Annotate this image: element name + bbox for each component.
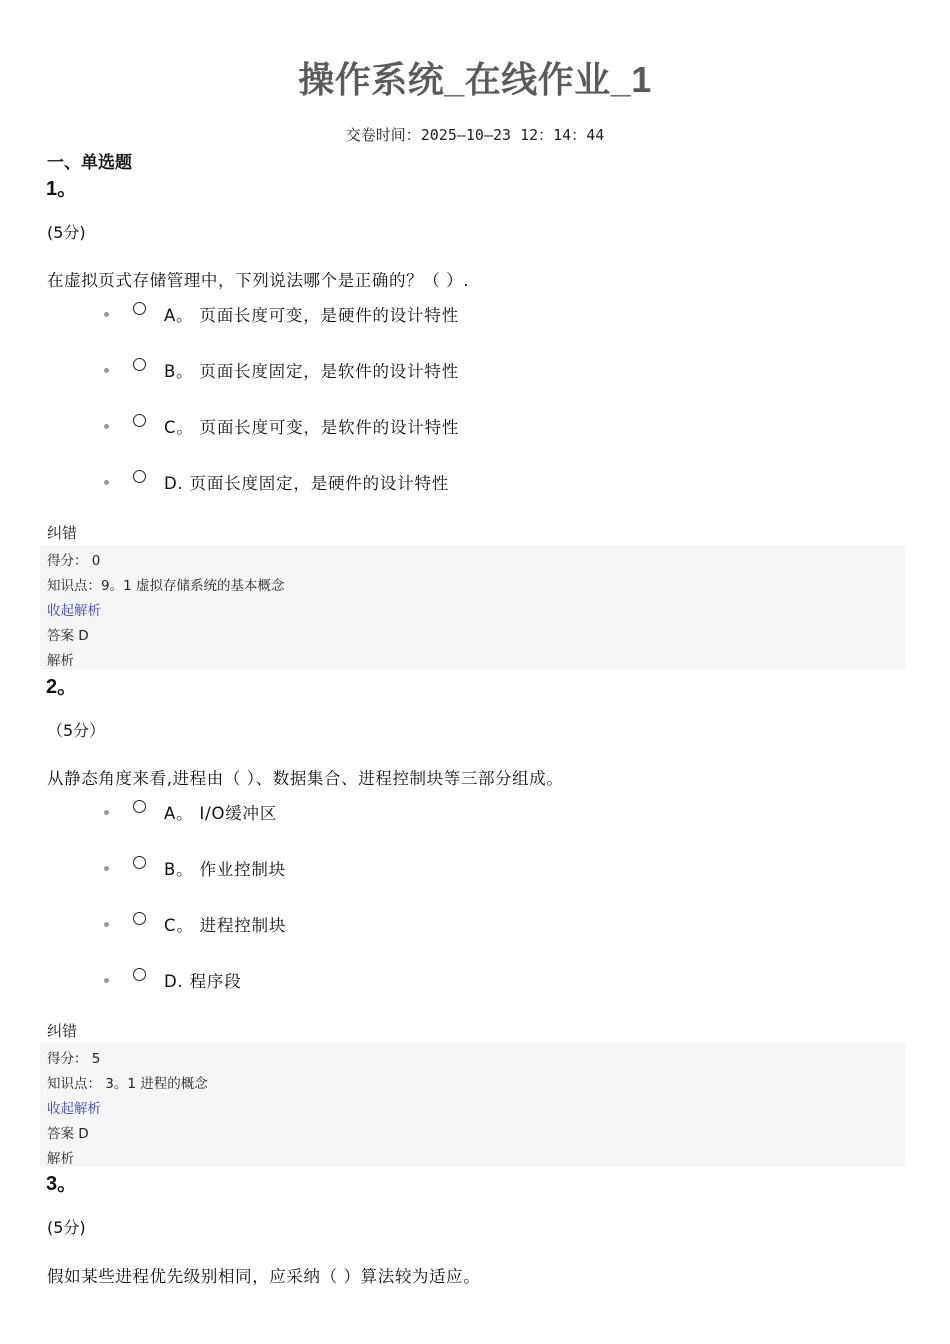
report-error-link[interactable]: 纠错 — [47, 1022, 78, 1040]
radio-button[interactable] — [133, 414, 146, 427]
section-heading: 一、单选题 — [47, 153, 132, 173]
radio-button[interactable] — [133, 470, 146, 483]
bullet-icon — [104, 424, 109, 429]
radio-button[interactable] — [133, 912, 146, 925]
submit-time: 交卷时间：2025—10—23 12：14：44 — [345, 126, 605, 144]
question-text: 在虚拟页式存储管理中，下列说法哪个是正确的？（ ）. — [47, 271, 470, 290]
radio-button[interactable] — [133, 856, 146, 869]
option-label: D. 程序段 — [164, 972, 242, 991]
radio-button[interactable] — [133, 302, 146, 315]
collapse-analysis-link[interactable]: 收起解析 — [47, 1101, 101, 1117]
option-label: C。 进程控制块 — [164, 916, 287, 935]
analysis-panel — [40, 545, 905, 669]
page-title: 操作系统_在线作业_1 — [298, 59, 652, 100]
question-number: 3。 — [46, 1173, 78, 1195]
bullet-icon — [104, 922, 109, 927]
collapse-analysis-link[interactable]: 收起解析 — [47, 603, 101, 619]
option-label: A。 页面长度可变，是硬件的设计特性 — [164, 306, 459, 325]
answer-text: 答案 D — [47, 628, 89, 644]
question-number: 1。 — [46, 178, 78, 200]
score-result: 得分： 5 — [47, 1051, 101, 1067]
bullet-icon — [104, 866, 109, 871]
answer-text: 答案 D — [47, 1126, 89, 1142]
option-label: C。 页面长度可变，是软件的设计特性 — [164, 418, 460, 437]
option-label: A。 I/O缓冲区 — [164, 804, 278, 823]
option-label: B。 作业控制块 — [164, 860, 286, 879]
bullet-icon — [104, 978, 109, 983]
explanation-label: 解析 — [47, 1151, 74, 1167]
question-text: 假如某些进程优先级别相同，应采纳（ ）算法较为适应。 — [47, 1267, 481, 1286]
bullet-icon — [104, 480, 109, 485]
question-number: 2。 — [46, 676, 78, 698]
radio-button[interactable] — [133, 358, 146, 371]
option-label: D. 页面长度固定，是硬件的设计特性 — [164, 474, 450, 493]
score-result: 得分： 0 — [47, 553, 101, 569]
radio-button[interactable] — [133, 968, 146, 981]
bullet-icon — [104, 312, 109, 317]
bullet-icon — [104, 810, 109, 815]
report-error-link[interactable]: 纠错 — [47, 524, 78, 542]
radio-button[interactable] — [133, 800, 146, 813]
question-score: （5分） — [47, 721, 106, 740]
option-label: B。 页面长度固定，是软件的设计特性 — [164, 362, 459, 381]
bullet-icon — [104, 368, 109, 373]
explanation-label: 解析 — [47, 653, 74, 669]
question-text: 从静态角度来看,进程由（ ）、数据集合、进程控制块等三部分组成。 — [47, 769, 564, 788]
knowledge-point: 知识点： 3。1 进程的概念 — [47, 1076, 208, 1092]
knowledge-point: 知识点：9。1 虚拟存储系统的基本概念 — [47, 578, 285, 594]
question-score: (5分) — [47, 223, 86, 242]
question-score: (5分) — [47, 1218, 86, 1237]
analysis-panel — [40, 1043, 905, 1167]
